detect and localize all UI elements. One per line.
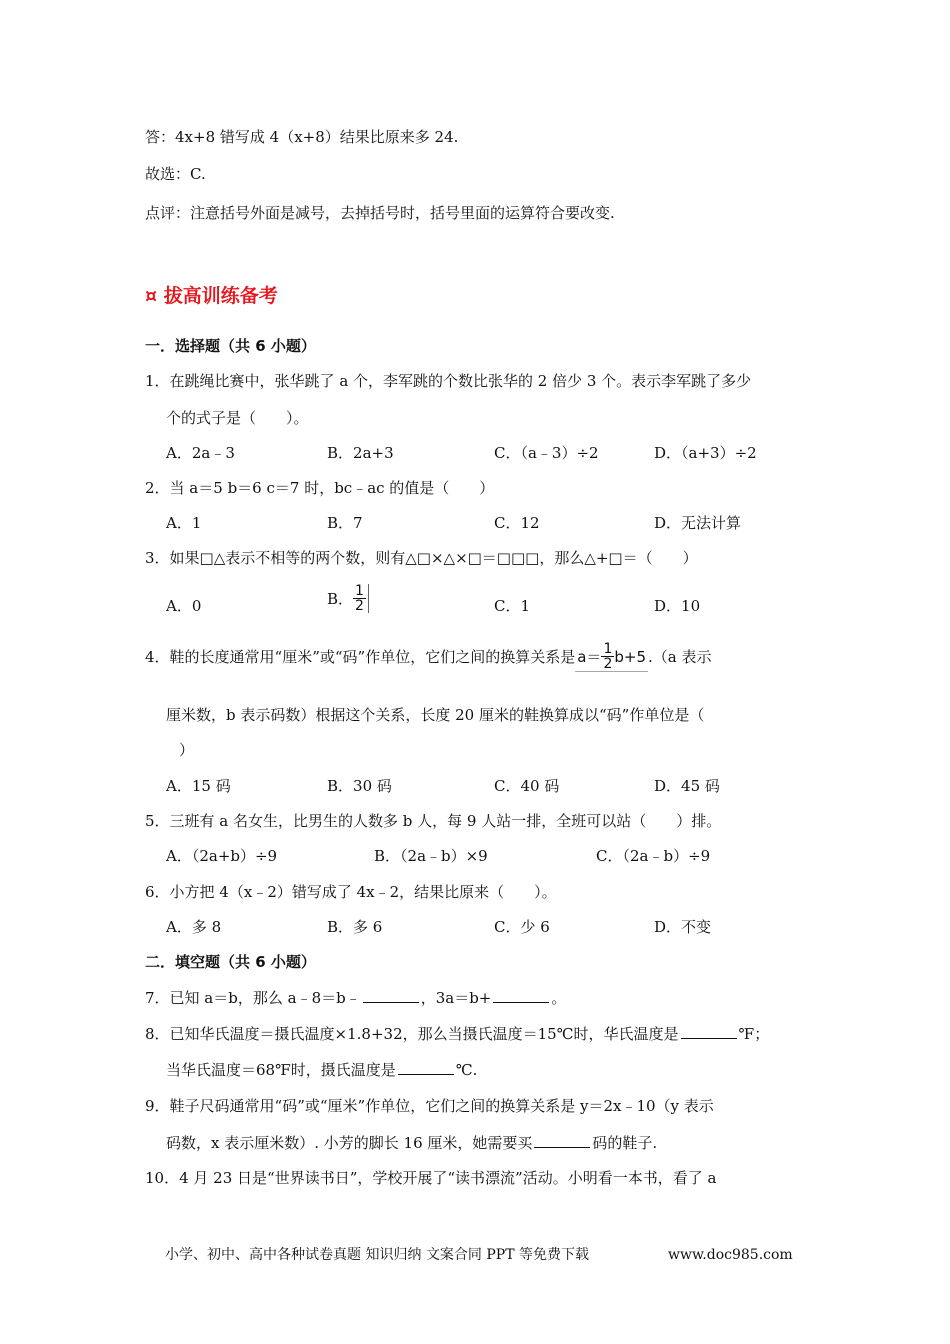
q9-text-2b: 码的鞋子. — [592, 1134, 658, 1152]
question-1-line-2: 个的式子是（ ）。 — [166, 409, 309, 427]
q4-option-c: C．40 码 — [494, 777, 560, 795]
q3-option-b-fraction — [353, 584, 369, 613]
footer-site-link[interactable]: www.doc985.com — [668, 1247, 793, 1263]
q9-text-2a: 码数，x 表示厘米数）. 小芳的脚长 16 厘米，她需要买 — [166, 1134, 533, 1152]
q8-text-1a: 8．已知华氏温度＝摄氏温度×1.8+32，那么当摄氏温度＝15℃时，华氏温度是 — [145, 1025, 679, 1043]
q1-option-c: C．（a﹣3）÷2 — [494, 444, 599, 462]
q7-text-b: ，3a＝b+ — [420, 989, 492, 1007]
q7-blank-1[interactable] — [363, 988, 419, 1003]
question-3-line-1: 3．如果□△表示不相等的两个数，则有△□×△×□＝□□□，那么△+□＝（ ） — [145, 549, 698, 567]
question-4-line-1 — [145, 642, 711, 672]
q4-option-a: A．15 码 — [166, 777, 231, 795]
formula-lhs: a＝ — [577, 647, 602, 666]
q6-option-d: D．不变 — [654, 918, 712, 936]
q3-option-b — [327, 584, 369, 613]
q6-option-c: C．少 6 — [494, 918, 550, 936]
section-heading — [145, 285, 278, 308]
question-8-line-1 — [145, 1024, 769, 1043]
q2-option-a: A．1 — [166, 514, 202, 532]
q7-blank-2[interactable] — [493, 988, 549, 1003]
question-10-line-1: 10．4 月 23 日是“世界读书日”，学校开展了“读书漂流”活动。小明看一本书，看了 a — [145, 1169, 717, 1187]
question-5-line-1: 5．三班有 a 名女生，比男生的人数多 b 人，每 9 人站一排，全班可以站（ ）排。 — [145, 812, 722, 830]
fraction-denominator: 2 — [355, 598, 364, 614]
q9-blank[interactable] — [534, 1133, 590, 1148]
q8-text-2a: 当华氏温度＝68℉时，摄氏温度是 — [166, 1061, 396, 1079]
question-9-line-2 — [166, 1133, 657, 1152]
section-marker-icon: ¤ — [145, 285, 158, 307]
q5-option-c: C．（2a﹣b）÷9 — [596, 847, 711, 865]
q6-option-b: B．多 6 — [327, 918, 383, 936]
solution-comment: 点评：注意括号外面是减号，去掉括号时，括号里面的运算符合要改变. — [145, 204, 615, 222]
q5-option-a: A．（2a+b）÷9 — [166, 847, 278, 865]
q8-blank-1[interactable] — [681, 1024, 737, 1039]
q8-text-1b: ℉； — [738, 1025, 770, 1043]
solution-choice: 故选：C. — [145, 165, 206, 183]
question-6-line-1: 6．小方把 4（x﹣2）错写成了 4x﹣2，结果比原来（ ）。 — [145, 883, 557, 901]
q8-blank-2[interactable] — [398, 1060, 454, 1075]
question-4-line-2: 厘米数，b 表示码数）根据这个关系，长度 20 厘米的鞋换算成以“码”作单位是（ — [166, 706, 705, 724]
q2-option-d: D．无法计算 — [654, 514, 742, 532]
question-7 — [145, 988, 566, 1007]
section-title: 拔高训练备考 — [163, 285, 278, 307]
part-one-title: 一．选择题（共 6 小题） — [145, 337, 316, 355]
q4-option-b: B．30 码 — [327, 777, 392, 795]
q1-option-b: B．2a+3 — [327, 444, 394, 462]
q3-option-a: A．0 — [166, 597, 202, 615]
q4-option-d: D．45 码 — [654, 777, 720, 795]
q2-option-c: C．12 — [494, 514, 540, 532]
question-8-line-2 — [166, 1060, 477, 1079]
formula-numerator: 1 — [603, 641, 613, 657]
formula-denominator: 2 — [603, 656, 613, 672]
footer-text: 小学、初中、高中各种试卷真题 知识归纳 文案合同 PPT 等免费下载 — [165, 1247, 589, 1263]
q7-text-c: 。 — [551, 989, 567, 1007]
q6-option-a: A．多 8 — [166, 918, 222, 936]
question-1-line-1: 1．在跳绳比赛中，张华跳了 a 个，李军跳的个数比张华的 2 倍少 3 个。表示李军跳了多少 — [145, 372, 752, 390]
fraction-numerator: 1 — [355, 583, 364, 599]
q7-text-a: 7．已知 a＝b，那么 a﹣8＝b﹣ — [145, 989, 361, 1007]
q3-option-c: C．1 — [494, 597, 531, 615]
question-9-line-1: 9．鞋子尺码通常用“码”或“厘米”作单位，它们之间的换算关系是 y＝2x﹣10（y 表示 — [145, 1097, 714, 1115]
formula-fraction — [601, 642, 614, 671]
question-2-line-1: 2．当 a＝5 b＝6 c＝7 时，bc﹣ac 的值是（ ） — [145, 479, 495, 497]
q3-option-b-label: B． — [327, 589, 354, 608]
q8-text-2b: ℃. — [455, 1061, 478, 1079]
conversion-formula — [575, 642, 648, 672]
q2-option-b: B．7 — [327, 514, 363, 532]
part-two-title: 二．填空题（共 6 小题） — [145, 953, 316, 971]
q5-option-b: B．（2a﹣b）×9 — [374, 847, 488, 865]
q1-option-a: A．2a﹣3 — [166, 444, 235, 462]
q1-option-d: D．（a+3）÷2 — [654, 444, 757, 462]
q3-option-d: D．10 — [654, 597, 701, 615]
question-4-text: 4．鞋的长度通常用“厘米”或“码”作单位，它们之间的换算关系是 — [145, 648, 576, 666]
solution-answer: 答：4x+8 错写成 4（x+8）结果比原来多 24. — [145, 128, 459, 146]
question-4-text-tail: .（a 表示 — [648, 648, 712, 666]
question-4-line-3: ） — [179, 741, 195, 759]
formula-rhs: b+5 — [614, 647, 646, 666]
